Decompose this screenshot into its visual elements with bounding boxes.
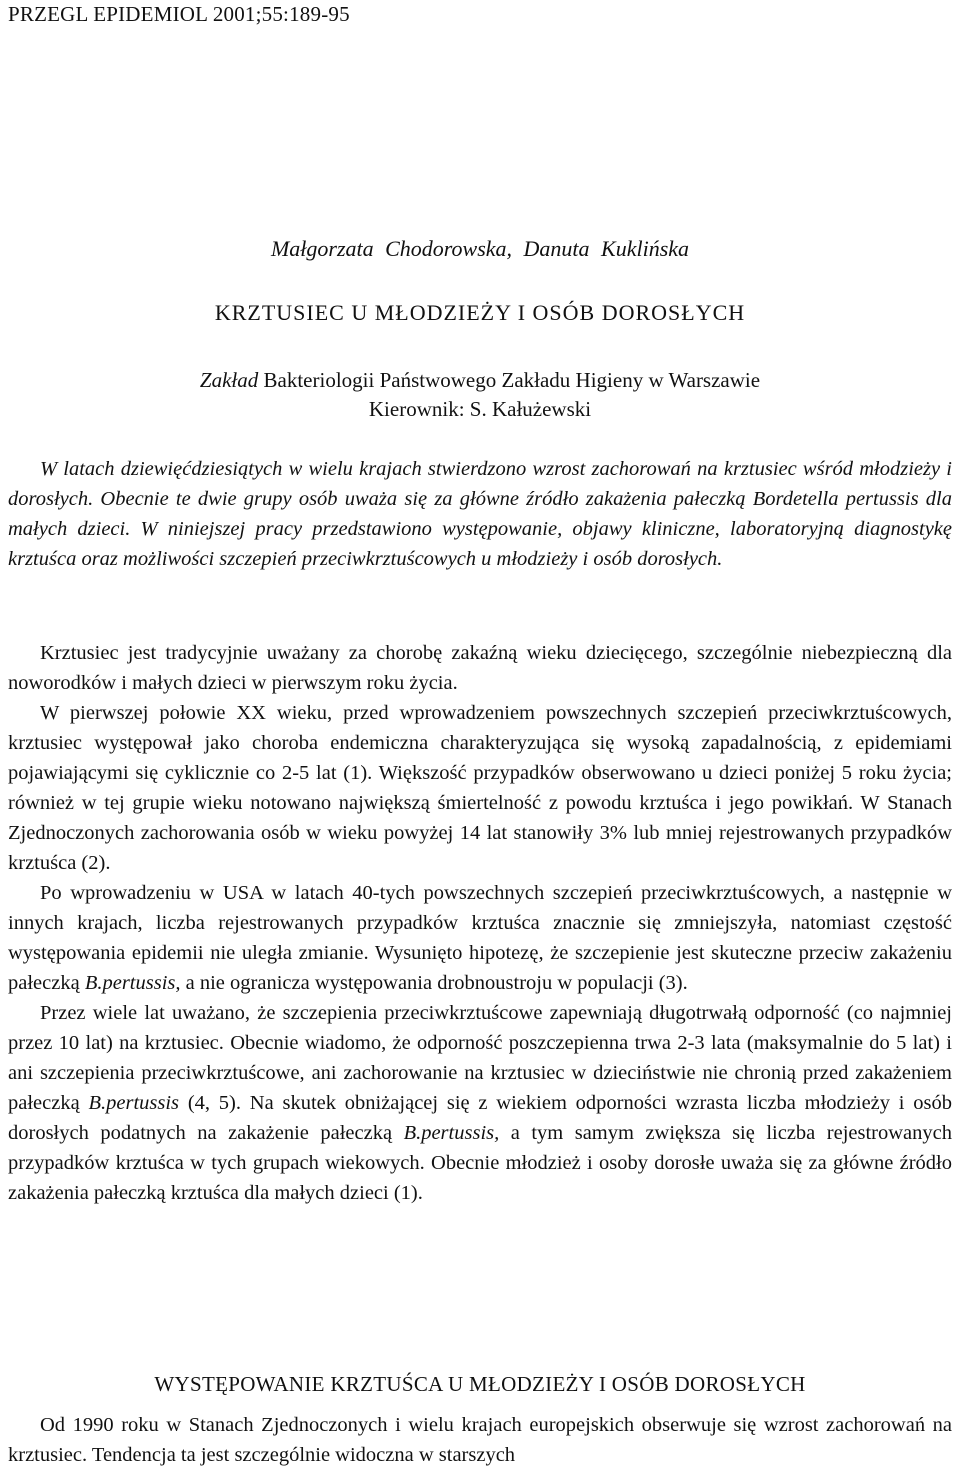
article-authors: Małgorzata Chodorowska, Danuta Kuklińska <box>270 236 690 261</box>
section-paragraph-1: Od 1990 roku w Stanach Zjednoczonych i wielu krajach europejskich obserwuje się wzrost zachorowań na krztusiec. Tendencja ta jest szczególnie widoczna w starszych <box>8 1414 952 1466</box>
article-title: KRZTUSIEC U MŁODZIEŻY I OSÓB DOROSŁYCH <box>214 300 746 325</box>
affiliation-name: Bakteriologii Państwowego Zakładu Higieny w Warszawie <box>263 368 761 392</box>
species-name: B.pertussis, <box>84 972 181 994</box>
paragraph-3 <box>8 878 952 998</box>
species-name: B.pertussis, <box>403 1122 500 1144</box>
affiliation-block <box>0 366 960 424</box>
paragraph-3-text-a: Po wprowadzeniu w USA w latach 40-tych powszechnych szczepień przeciwkrztuścowych, a następnie w innych krajach, liczba rejestrowanych przypadków krztuśca znacznie się zmniejszyła, natomiast częstość występowania epidemii nie uległa zmianie. Wysunięto hipotezę, że szczepienie jest skuteczne przeciw zakażeniu pałeczką <box>8 882 952 994</box>
paragraph-3-text-b: a nie ogranicza występowania drobnoustroju w populacji (3). <box>185 972 688 994</box>
paragraph-1: Krztusiec jest tradycyjnie uważany za chorobę zakaźną wieku dziecięcego, szczególnie niebezpieczną dla noworodków i małych dzieci w pierwszym roku życia. <box>8 642 952 694</box>
paragraph-4-text-c: a tym samym zwiększa się liczba rejestrowanych przypadków krztuśca w tych grupach wiekowych. Obecnie młodzież i osoby dorosłe uważa się za główne źródło zakażenia pałeczką krztuśca dla małych dzieci (1). <box>8 1122 952 1204</box>
abstract: W latach dziewięćdziesiątych w wielu krajach stwierdzono wzrost zachorowań na krztusiec wśród młodzieży i dorosłych. Obecnie te dwie grupy osób uważa się za główne źródło zakażenia pałeczką Bordetella pertussis dla małych dzieci. W niniejszej pracy przedstawiono występowanie, objawy kliniczne, laboratoryjną diagnostykę krztuśca oraz możliwości szczepień przeciwkrztuścowych u młodzieży i osób dorosłych. <box>8 458 952 570</box>
article-body <box>8 638 952 1208</box>
section-heading: WYSTĘPOWANIE KRZTUŚCA U MŁODZIEŻY I OSÓB DOROSŁYCH <box>154 1372 806 1396</box>
affiliation-label: Zakład <box>199 368 259 392</box>
paragraph-2: W pierwszej połowie XX wieku, przed wprowadzeniem powszechnych szczepień przeciwkrztuścowych, krztusiec występował jako choroba endemiczna charakteryzująca się wysoką zapadalnością, z epidemiami pojawiającymi się cyklicznie co 2-5 lat (1). Większość przypadków obserwowano u dzieci poniżej 5 roku życia; również w tej grupie wieku notowano największą śmiertelność z powodu krztuśca i jego powikłań. W Stanach Zjednoczonych zachorowania osób w wieku powyżej 14 lat stanowiły 3% lub mniej rejestrowanych przypadków krztuśca (2). <box>8 702 952 874</box>
affiliation-line <box>0 366 960 395</box>
paragraph-4-text-b: (4, 5). Na skutek obniżającej się z wiekiem odporności wzrasta liczba młodzieży i osób dorosłych podatnych na zakażenie pałeczką <box>8 1092 952 1144</box>
head-of-unit: Kierownik: S. Kałużewski <box>368 397 592 421</box>
paragraph-4 <box>8 998 952 1208</box>
species-name: B.pertussis <box>88 1092 180 1114</box>
paragraph-4-text-a: Przez wiele lat uważano, że szczepienia przeciwkrztuścowe zapewniają długotrwałą odporność (co najmniej przez 10 lat) na krztusiec. Obecnie wiadomo, że odporność poszczepienna trwa 2-3 lata (maksymalnie do 5 lat) i ani szczepienia przeciwkrztuścowe, ani zachorowanie na krztusiec w dzieciństwie nie chronią przed zakażeniem pałeczką <box>8 1002 952 1114</box>
journal-citation: PRZEGL EPIDEMIOL 2001;55:189-95 <box>8 2 350 26</box>
